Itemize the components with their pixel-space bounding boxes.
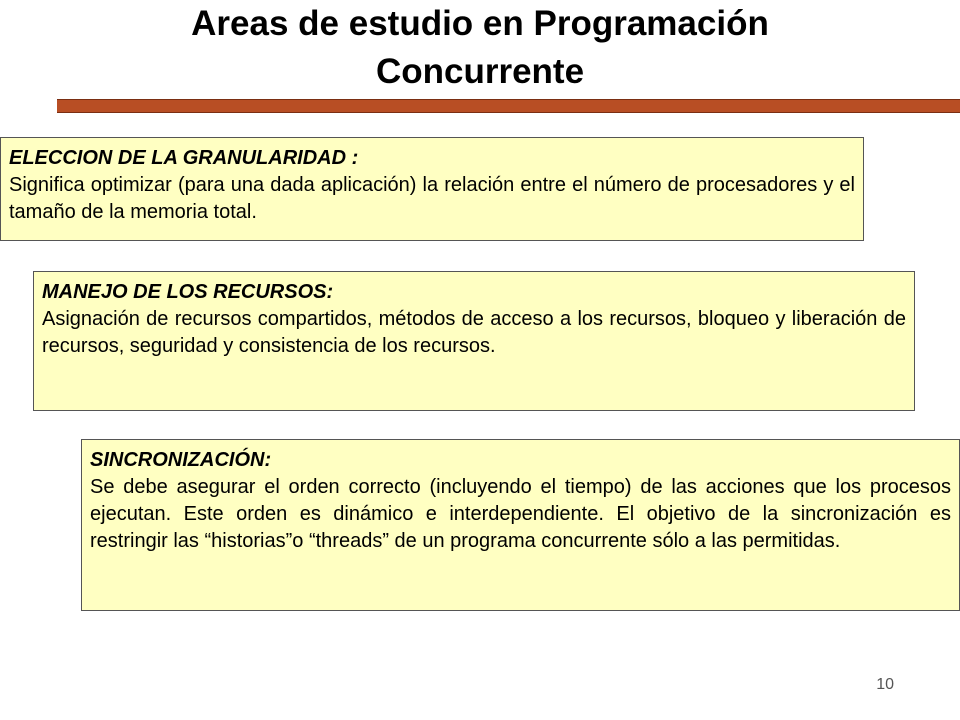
synchronization-section-text: Se debe asegurar el orden correcto (incluyendo el tiempo) de las acciones que los procesos ejecutan. Este orden es dinámico e interdependiente. El objetivo de la sincronización es restringir las “historias”o “threads” de un programa concurrente sólo a las permitidas. [90, 476, 951, 552]
slide-title-line2: Concurrente [375, 52, 585, 91]
granularity-section-box [0, 137, 864, 241]
resources-section-title: MANEJO DE LOS RECURSOS: [42, 281, 334, 303]
slide-title [0, 0, 960, 96]
slide-title-line1: Areas de estudio en Programación [191, 4, 769, 43]
synchronization-section-box [81, 439, 960, 611]
resources-section-text: Asignación de recursos compartidos, métodos de acceso a los recursos, bloqueo y liberación de recursos, seguridad y consistencia de los recursos. [42, 308, 906, 357]
synchronization-section-title: SINCRONIZACIÓN: [90, 449, 272, 471]
title-accent-bar [57, 99, 960, 113]
granularity-section-title: ELECCION DE LA GRANULARIDAD : [9, 147, 359, 169]
page-number: 10 [876, 676, 894, 693]
granularity-section-text: Significa optimizar (para una dada aplicación) la relación entre el número de procesadores y el tamaño de la memoria total. [9, 174, 855, 223]
resources-section-box [33, 271, 915, 411]
